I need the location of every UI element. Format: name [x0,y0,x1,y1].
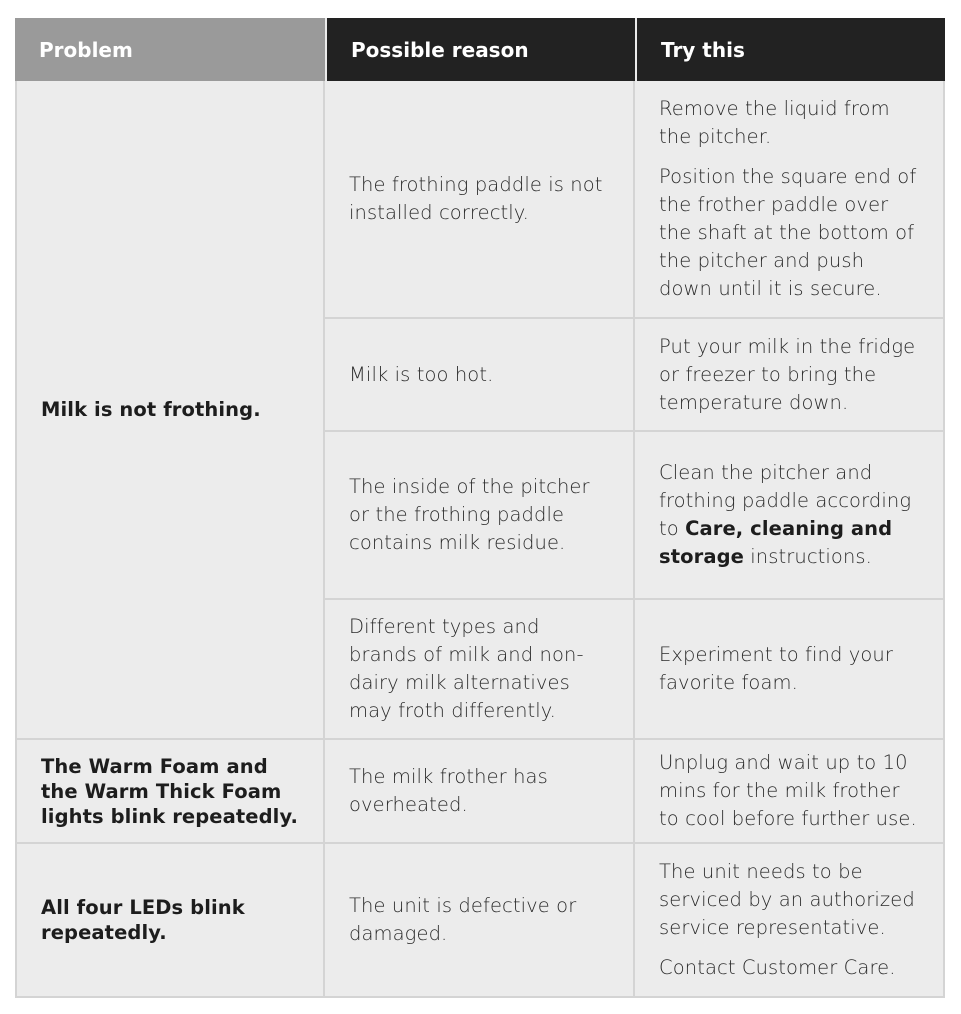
try-text: Contact Customer Care. [659,956,896,979]
reason-text: Different types and brands of milk and non-dairy milk alternatives may froth differently. [349,615,584,722]
problem-text: All four LEDs blink repeatedly. [41,896,245,944]
try-prefix: Clean the pitcher and frothing paddle according to [659,461,912,540]
problem-text: Milk is not frothing. [41,398,261,421]
reason-cell [325,740,635,844]
header-try-label: Try this [661,37,745,62]
try-cell [635,740,945,844]
problem-cell-defective [15,844,325,998]
try-text: The unit needs to be serviced by an authorized service representative. [659,860,915,939]
header-problem [15,18,325,81]
reason-cell [325,319,635,432]
try-text [659,459,921,571]
problem-cell-overheated [15,740,325,844]
try-cell [635,432,945,600]
reason-cell [325,81,635,319]
care-cleaning-link-text: Care, cleaning and storage [659,517,893,568]
try-text: Unplug and wait up to 10 mins for the milk frother to cool before further use. [659,751,917,830]
reason-cell [325,600,635,740]
try-cell [635,600,945,740]
reason-text: The unit is defective or damaged. [349,894,577,945]
problem-text: The Warm Foam and the Warm Thick Foam lights blink repeatedly. [41,754,298,828]
try-text: Position the square end of the frother paddle over the shaft at the bottom of the pitcher and push down until it is secure. [659,165,917,300]
reason-text: The inside of the pitcher or the frothing paddle contains milk residue. [349,475,590,554]
try-text: Put your milk in the fridge or freezer to bring the temperature down. [659,334,916,414]
problem-cell-milk-not-frothing [15,81,325,740]
header-problem-label: Problem [39,37,133,62]
header-reason-label: Possible reason [351,37,529,62]
reason-cell [325,844,635,998]
troubleshooting-table [15,18,945,998]
try-cell [635,81,945,319]
header-try-this [635,18,945,81]
header-possible-reason [325,18,635,81]
reason-cell [325,432,635,600]
try-text: Remove the liquid from the pitcher. [659,97,890,148]
reason-text: Milk is too hot. [349,362,494,386]
try-text: Experiment to find your favorite foam. [659,643,894,694]
try-cell [635,319,945,432]
try-cell [635,844,945,998]
try-suffix: instructions. [743,545,872,568]
reason-text: The frothing paddle is not installed correctly. [349,173,603,224]
reason-text: The milk frother has overheated. [349,765,548,816]
